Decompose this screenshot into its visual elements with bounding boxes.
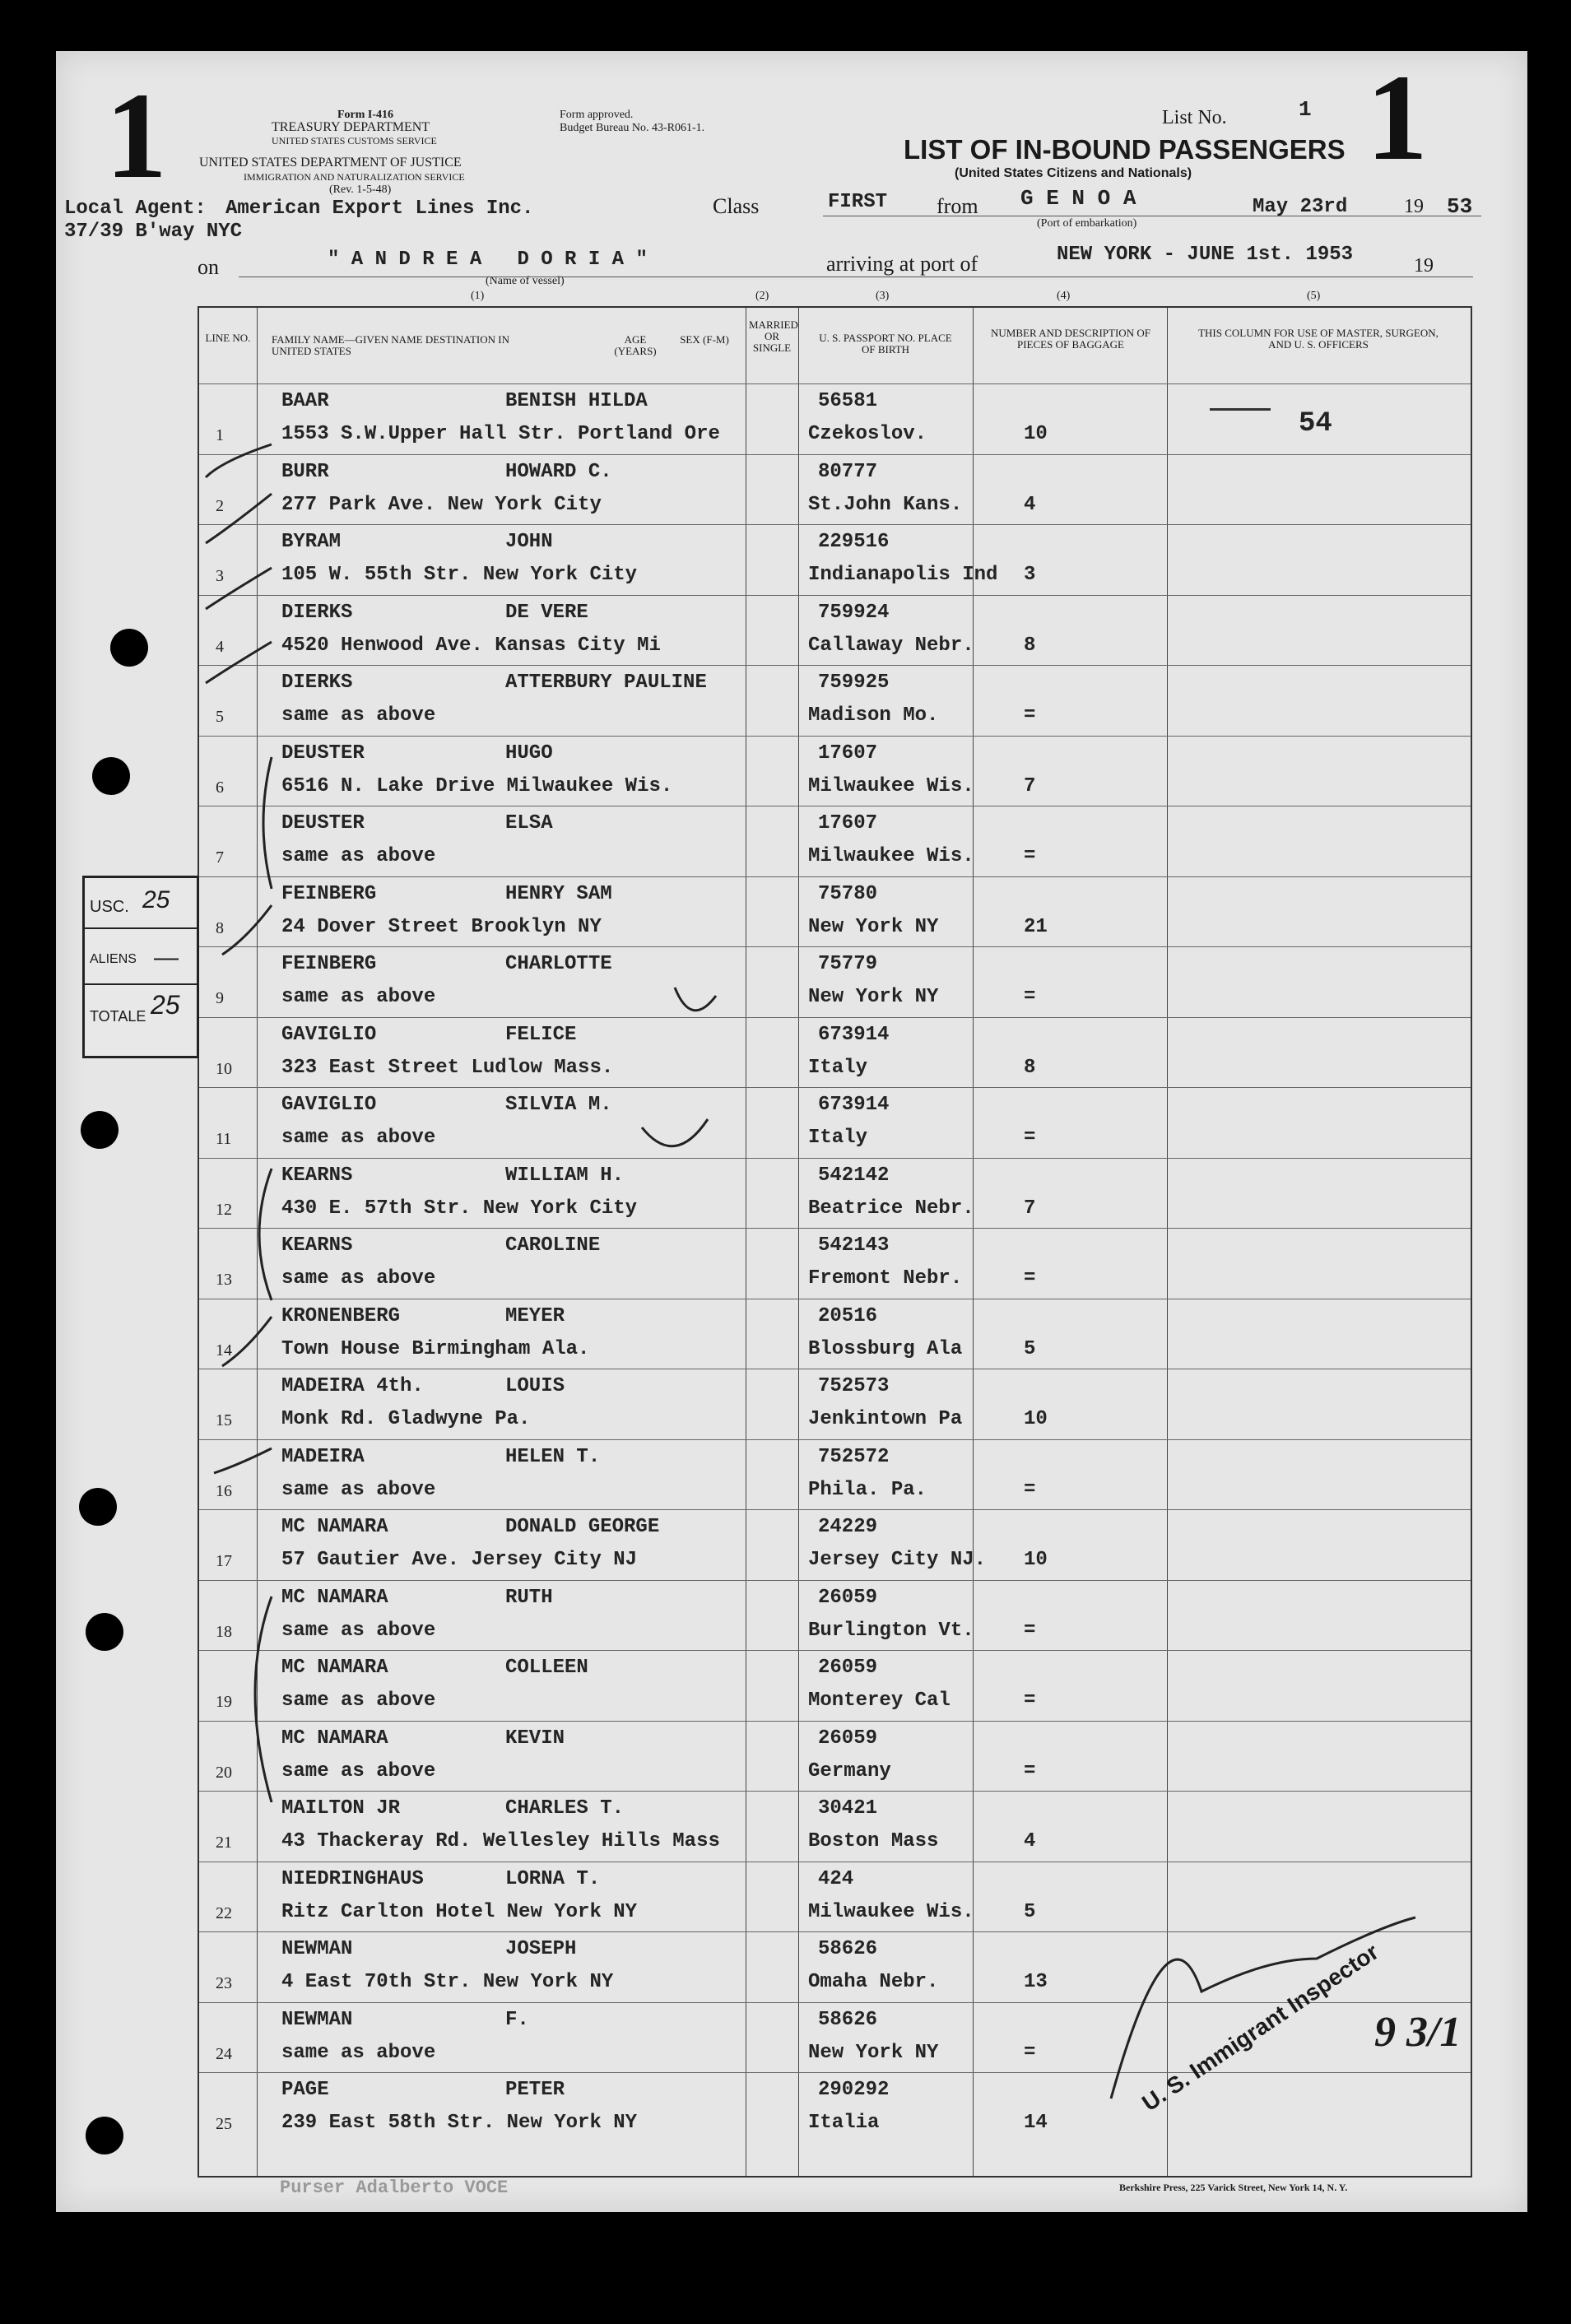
line-number: 24 (216, 2044, 232, 2063)
line-number: 6 (216, 778, 224, 797)
header-age: AGE (YEARS) (614, 333, 657, 357)
from-value: G E N O A (1020, 186, 1136, 211)
given-name: COLLEEN (505, 1657, 588, 1679)
from-label: from (937, 194, 978, 218)
line-number: 2 (216, 496, 224, 515)
passport-number: 752573 (818, 1375, 890, 1397)
inspector-date: 9 3/1 (1374, 2009, 1462, 2056)
passport-number: 17607 (818, 741, 878, 765)
passport-number: 17607 (818, 812, 878, 834)
destination: 24 Dover Street Brooklyn NY (281, 915, 602, 938)
place-of-birth: Indianapolis Ind (808, 564, 998, 586)
family-name: DEUSTER (281, 741, 365, 765)
class-label: Class (713, 194, 760, 218)
family-name: DIERKS (281, 672, 353, 694)
line-number: 25 (216, 2115, 232, 2133)
usc-value: 25 (142, 886, 170, 913)
family-name: NEWMAN (281, 2008, 353, 2031)
passport-number: 26059 (818, 1657, 878, 1679)
given-name: HENRY SAM (505, 882, 612, 905)
passport-number: 759925 (818, 672, 890, 694)
baggage-count: = (1024, 1690, 1036, 1712)
line-number: 15 (216, 1411, 232, 1429)
family-name: MC NAMARA (281, 1727, 388, 1750)
local-agent-label: Local Agent: (64, 198, 207, 220)
corner-number-left: 1 (105, 67, 167, 204)
baggage-count: 5 (1024, 1337, 1036, 1360)
place-of-birth: Italia (808, 2112, 880, 2134)
place-of-birth: Milwaukee Wis. (808, 845, 974, 867)
passport-number: 75780 (818, 882, 878, 905)
given-name: DONALD GEORGE (505, 1516, 660, 1538)
family-name: BAAR (281, 390, 329, 412)
passport-number: 75779 (818, 953, 878, 975)
baggage-count: 10 (1024, 423, 1048, 445)
passport-number: 542143 (818, 1234, 890, 1257)
destination: 323 East Street Ludlow Mass. (281, 1056, 614, 1079)
place-of-birth: New York NY (808, 986, 939, 1008)
place-of-birth: Omaha Nebr. (808, 1971, 939, 1993)
given-name: HOWARD C. (505, 460, 612, 483)
purser-line: Purser Adalberto VOCE (280, 2178, 509, 2198)
family-name: DEUSTER (281, 812, 365, 834)
officer-annotation: 54 (1299, 408, 1332, 439)
place-of-birth: Jersey City NJ. (808, 1549, 987, 1571)
usc-label: USC. (90, 898, 129, 916)
line-number: 19 (216, 1693, 232, 1711)
passport-number: 30421 (818, 1797, 878, 1820)
family-name: MC NAMARA (281, 1657, 388, 1679)
line-number: 3 (216, 567, 224, 585)
destination: 6516 N. Lake Drive Milwaukee Wis. (281, 774, 673, 797)
family-name: NEWMAN (281, 1938, 353, 1960)
passport-number: 673914 (818, 1094, 890, 1116)
header-officers: THIS COLUMN FOR USE OF MASTER, SURGEON, AND U. S. OFFICERS (1198, 327, 1439, 351)
given-name: SILVIA M. (505, 1094, 612, 1116)
destination: 239 East 58th Str. New York NY (281, 2112, 638, 2134)
header-married: MARRIED OR SINGLE (749, 318, 798, 354)
given-name: ELSA (505, 812, 553, 834)
place-of-birth: Italy (808, 1127, 868, 1149)
destination: 4520 Henwood Ave. Kansas City Mi (281, 634, 661, 657)
family-name: KRONENBERG (281, 1304, 401, 1327)
line-number: 5 (216, 708, 224, 726)
line-number: 12 (216, 1200, 232, 1219)
destination: 43 Thackeray Rd. Wellesley Hills Mass (281, 1830, 720, 1852)
aliens-label: ALIENS (90, 952, 137, 966)
family-name: FEINBERG (281, 882, 377, 905)
col-marker-3: (3) (876, 290, 890, 302)
baggage-count: 7 (1024, 774, 1036, 797)
given-name: LORNA T. (505, 1867, 601, 1890)
family-name: MADEIRA (281, 1445, 365, 1468)
place-of-birth: Blossburg Ala (808, 1337, 963, 1360)
line-number: 20 (216, 1763, 232, 1782)
given-name: FELICE (505, 1023, 577, 1046)
baggage-count: 5 (1024, 1900, 1036, 1923)
baggage-count: 10 (1024, 1549, 1048, 1571)
place-of-birth: Boston Mass (808, 1830, 939, 1852)
form-title: LIST OF IN-BOUND PASSENGERS (904, 134, 1346, 165)
line-number: 11 (216, 1130, 232, 1148)
justice-label: UNITED STATES DEPARTMENT OF JUSTICE (199, 156, 462, 170)
place-of-birth: Madison Mo. (808, 704, 939, 727)
on-label: on (198, 255, 219, 279)
destination: Town House Birmingham Ala. (281, 1337, 590, 1360)
list-no-label: List No. (1162, 107, 1227, 128)
place-of-birth: Callaway Nebr. (808, 634, 974, 657)
family-name: FEINBERG (281, 953, 377, 975)
passport-number: 26059 (818, 1727, 878, 1750)
total-label: TOTALE (90, 1008, 146, 1025)
place-of-birth: St.John Kans. (808, 493, 963, 516)
baggage-count: 4 (1024, 1830, 1036, 1852)
place-of-birth: Milwaukee Wis. (808, 1900, 974, 1923)
port-embarkation-caption: (Port of embarkation) (1037, 217, 1137, 230)
given-name: HUGO (505, 741, 553, 765)
line-number: 21 (216, 1834, 232, 1852)
line-number: 4 (216, 637, 224, 656)
treasury-label: TREASURY DEPARTMENT (272, 120, 430, 134)
place-of-birth: Germany (808, 1759, 891, 1783)
given-name: WILLIAM H. (505, 1164, 625, 1187)
baggage-count: = (1024, 1478, 1036, 1501)
given-name: DE VERE (505, 601, 588, 624)
given-name: PETER (505, 2079, 565, 2101)
baggage-count: 7 (1024, 1197, 1036, 1220)
destination: same as above (281, 1690, 436, 1712)
place-of-birth: Milwaukee Wis. (808, 774, 974, 797)
destination: 57 Gautier Ave. Jersey City NJ (281, 1549, 638, 1571)
list-no-value: 1 (1299, 97, 1312, 122)
year-suffix: 53 (1447, 194, 1473, 219)
place-of-birth: New York NY (808, 915, 939, 938)
line-number: 9 (216, 989, 224, 1007)
line-number: 13 (216, 1271, 232, 1289)
given-name: CAROLINE (505, 1234, 601, 1257)
baggage-count: 4 (1024, 493, 1036, 516)
passport-number: 80777 (818, 460, 878, 483)
place-of-birth: Beatrice Nebr. (808, 1197, 974, 1220)
place-of-birth: Fremont Nebr. (808, 1267, 963, 1290)
baggage-count: = (1024, 704, 1036, 727)
inspector-title: U. S. Immigrant Inspector (1137, 1938, 1383, 2117)
baggage-count: = (1024, 845, 1036, 867)
revision: (Rev. 1-5-48) (329, 184, 392, 196)
baggage-count: 14 (1024, 2112, 1048, 2134)
passport-number: 752572 (818, 1445, 890, 1468)
arriving-label: arriving at port of (826, 252, 978, 276)
vessel-caption: (Name of vessel) (486, 275, 565, 287)
place-of-birth: Burlington Vt. (808, 1619, 974, 1642)
given-name: KEVIN (505, 1727, 565, 1750)
family-name: KEARNS (281, 1164, 353, 1187)
passport-number: 58626 (818, 1938, 878, 1960)
passport-number: 759924 (818, 601, 890, 624)
line-number: 7 (216, 848, 224, 867)
family-name: PAGE (281, 2079, 329, 2101)
col-marker-1: (1) (471, 290, 485, 302)
header-name: FAMILY NAME—GIVEN NAME DESTINATION IN UNITED STATES (272, 333, 510, 357)
destination: same as above (281, 1478, 436, 1501)
passport-number: 24229 (818, 1516, 878, 1538)
col-marker-5: (5) (1307, 290, 1321, 302)
line-number: 17 (216, 1552, 232, 1570)
arrival-date: May 23rd (1253, 196, 1348, 218)
family-name: MC NAMARA (281, 1516, 388, 1538)
given-name: JOSEPH (505, 1938, 577, 1960)
passport-number: 290292 (818, 2079, 890, 2101)
year-prefix: 19 (1404, 196, 1424, 217)
line-number: 22 (216, 1903, 232, 1922)
line-number: 8 (216, 918, 224, 937)
passport-number: 673914 (818, 1023, 890, 1046)
destination: same as above (281, 986, 436, 1008)
local-agent-address: 37/39 B'way NYC (64, 221, 243, 243)
passport-number: 26059 (818, 1586, 878, 1609)
destination: 430 E. 57th Str. New York City (281, 1197, 638, 1220)
given-name: ATTERBURY PAULINE (505, 672, 707, 694)
baggage-count: 10 (1024, 1408, 1048, 1430)
family-name: BURR (281, 460, 329, 483)
header-line-no: LINE NO. (205, 332, 251, 344)
passport-number: 20516 (818, 1304, 878, 1327)
total-value: 25 (151, 990, 180, 1020)
vessel-name: " A N D R E A D O R I A " (328, 249, 648, 271)
arrival-port: NEW YORK - JUNE 1st. 1953 (1057, 244, 1354, 266)
baggage-count: = (1024, 1127, 1036, 1149)
aliens-value: — (154, 944, 179, 971)
class-value: FIRST (828, 191, 888, 213)
place-of-birth: Czekoslov. (808, 423, 927, 445)
given-name: BENISH HILDA (505, 390, 648, 412)
line-number: 16 (216, 1481, 232, 1500)
destination: same as above (281, 704, 436, 727)
place-of-birth: Jenkintown Pa (808, 1408, 963, 1430)
given-name: JOHN (505, 531, 553, 553)
baggage-count: 3 (1024, 564, 1036, 586)
family-name: KEARNS (281, 1234, 353, 1257)
given-name: MEYER (505, 1304, 565, 1327)
destination: same as above (281, 1619, 436, 1642)
baggage-count: = (1024, 1267, 1036, 1290)
destination: 1553 S.W.Upper Hall Str. Portland Ore (281, 423, 720, 445)
given-name: HELEN T. (505, 1445, 601, 1468)
col-marker-2: (2) (755, 290, 769, 302)
ins-label: IMMIGRATION AND NATURALIZATION SERVICE (244, 171, 465, 183)
destination: same as above (281, 1127, 436, 1149)
destination: same as above (281, 1267, 436, 1290)
line-number: 10 (216, 1059, 232, 1078)
place-of-birth: New York NY (808, 2041, 939, 2064)
passport-number: 424 (818, 1867, 854, 1890)
header-baggage: NUMBER AND DESCRIPTION OF PIECES OF BAGGAGE (991, 327, 1150, 351)
place-of-birth: Monterey Cal (808, 1690, 951, 1712)
baggage-count: = (1024, 2041, 1036, 2064)
baggage-count: 13 (1024, 1971, 1048, 1993)
destination: same as above (281, 2041, 436, 2064)
family-name: GAVIGLIO (281, 1023, 377, 1046)
line-number: 1 (216, 426, 224, 444)
baggage-count: 8 (1024, 1056, 1036, 1079)
baggage-count: = (1024, 986, 1036, 1008)
local-agent: American Export Lines Inc. (225, 198, 534, 220)
baggage-count: = (1024, 1759, 1036, 1783)
destination: 4 East 70th Str. New York NY (281, 1971, 614, 1993)
given-name: CHARLES T. (505, 1797, 625, 1820)
printer-line: Berkshire Press, 225 Varick Street, New York 14, N. Y. (1119, 2182, 1348, 2193)
family-name: MAILTON JR (281, 1797, 401, 1820)
passport-number: 58626 (818, 2008, 878, 2031)
budget-bureau: Budget Bureau No. 43-R061-1. (560, 122, 705, 134)
given-name: CHARLOTTE (505, 953, 612, 975)
header-sex: SEX (F-M) (680, 333, 729, 346)
line-number: 18 (216, 1622, 232, 1641)
given-name: RUTH (505, 1586, 553, 1609)
arrival-year: 19 (1414, 255, 1434, 277)
destination: 277 Park Ave. New York City (281, 493, 602, 516)
destination: Monk Rd. Gladwyne Pa. (281, 1408, 531, 1430)
given-name: F. (505, 2008, 529, 2031)
destination: same as above (281, 845, 436, 867)
passport-number: 56581 (818, 390, 878, 412)
passport-number: 229516 (818, 531, 890, 553)
family-name: GAVIGLIO (281, 1094, 377, 1116)
baggage-count: 8 (1024, 634, 1036, 657)
passport-number: 542142 (818, 1164, 890, 1187)
customs-label: UNITED STATES CUSTOMS SERVICE (272, 135, 437, 146)
col-marker-4: (4) (1057, 290, 1071, 302)
family-name: NIEDRINGHAUS (281, 1867, 424, 1890)
given-name: LOUIS (505, 1375, 565, 1397)
place-of-birth: Phila. Pa. (808, 1478, 927, 1501)
baggage-count: 21 (1024, 915, 1048, 938)
line-number: 23 (216, 1974, 232, 1992)
form-number: Form I-416 (337, 109, 394, 121)
destination: 105 W. 55th Str. New York City (281, 564, 638, 586)
form-subtitle: (United States Citizens and Nationals) (955, 166, 1192, 180)
corner-number-right: 1 (1366, 49, 1428, 186)
family-name: DIERKS (281, 601, 353, 624)
destination: Ritz Carlton Hotel New York NY (281, 1900, 638, 1923)
family-name: BYRAM (281, 531, 342, 553)
family-name: MC NAMARA (281, 1586, 388, 1609)
header-passport: U. S. PASSPORT NO. PLACE OF BIRTH (819, 332, 952, 356)
baggage-count: = (1024, 1619, 1036, 1642)
form-approved: Form approved. (560, 109, 634, 121)
line-number: 14 (216, 1341, 232, 1360)
destination: same as above (281, 1759, 436, 1783)
place-of-birth: Italy (808, 1056, 868, 1079)
family-name: MADEIRA 4th. (281, 1375, 424, 1397)
